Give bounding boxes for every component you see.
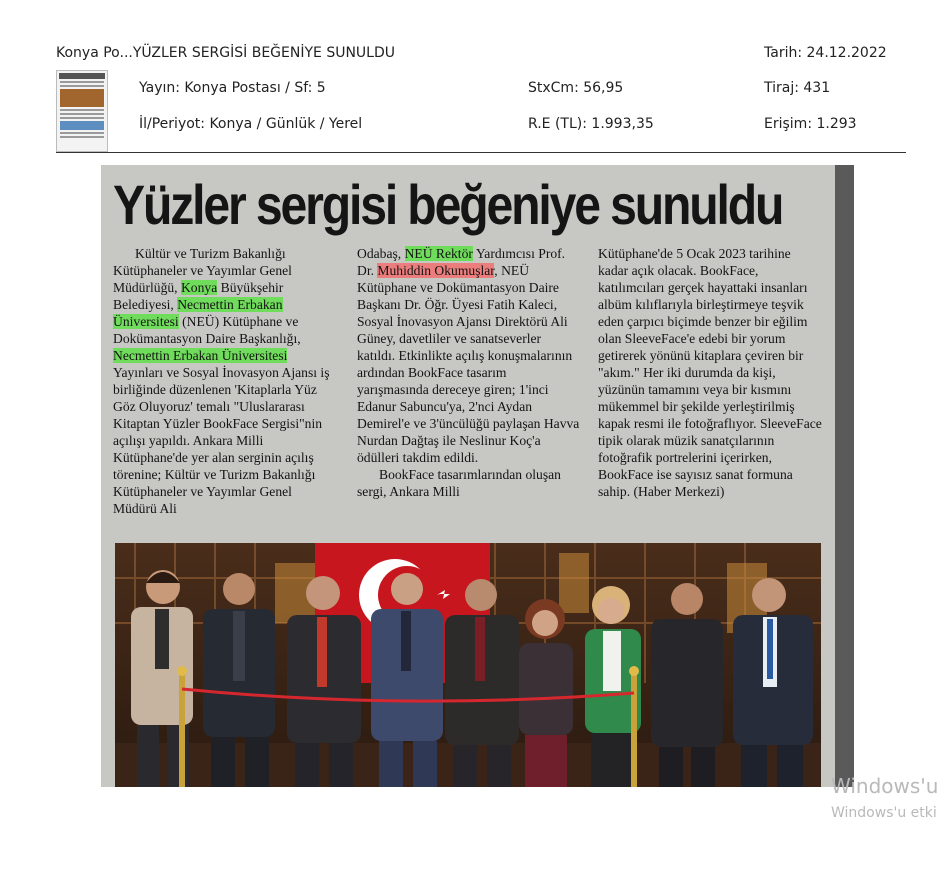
clipping-shadow-edge bbox=[835, 165, 854, 787]
text-run: BookFace tasarımlarından oluşan sergi, Ankara Milli bbox=[357, 467, 561, 499]
text-run: Yardımcısı Prof. Dr. bbox=[357, 246, 566, 278]
date-label: Tarih: 24.12.2022 bbox=[764, 45, 887, 61]
ribbon-cutting-photo bbox=[115, 543, 821, 787]
text-run: (NEÜ) Kütüphane ve Dokümantasyon Daire Başkanlığı, bbox=[113, 314, 301, 346]
highlighted-keyword: Konya bbox=[180, 280, 218, 295]
text-run: Kütüphane'de 5 Ocak 2023 tarihine kadar açık olacak. BookFace, katılımcıları gerçek hayattaki insanları albüm kılıflarıyla birleştirmeye teşvik eden çarpıcı biçimde benzer bir eğilim olan SleeveFace'e edebi bir yorum getirerek yönünü kitaplara çeviren bir "akım." Her iki durumda da kişi, yüzünün tamamını veya bir kısmını mükemmel bir şekilde yerleştirilmiş kapak resmi ile fotoğraflıyor. SleeveFace tipik olarak müzik sanatçılarının fotoğrafik portrelerini içerirken, BookFace ise sayısız sanat formuna sahip. (Haber Merkezi) bbox=[598, 246, 822, 499]
stxcm-label: StxCm: 56,95 bbox=[528, 80, 624, 96]
text-run: Yayınları ve Sosyal İnovasyon Ajansı iş birliğinde düzenlenen 'Kitaplarla Yüz Göz Oluyoruz' temalı "Uluslararası Kitaptan Yüzler BookFace Sergisi"nin açılışı yapıldı. Ankara Milli Kütüphane'de yer alan serginin açılış törenine; Kültür ve Turizm Bakanlığı Kütüphaneler ve Yayımlar Genel Müdürü Ali bbox=[113, 365, 330, 516]
publication-label: Yayın: Konya Postası / Sf: 5 bbox=[139, 80, 326, 96]
activation-watermark-subtitle: Windows'u etki bbox=[831, 805, 937, 821]
text-run: , NEÜ Kütüphane ve Dokümantasyon Daire Başkanı Dr. Öğr. Üyesi Fatih Kaleci, Sosyal İnovasyon Ajansı Direktörü Ali Güney, davetliler ve sanatseverler katıldı. Etkinlikte açılış konuşmalarının ardından BookFace tasarım yarışmasında dereceye giren; 1'inci Edanur Sabuncu'ya, 2'nci Aydan Demirel'e ve 3'üncülüğü paylaşan Havva Nurdan Dağtaş ile Neslinur Koç'a ödülleri takdim edildi. bbox=[357, 263, 580, 465]
text-run: Büyükşehir Belediyesi, bbox=[113, 280, 284, 312]
region-label: İl/Periyot: Konya / Günlük / Yerel bbox=[139, 116, 363, 132]
circulation-label: Tiraj: 431 bbox=[764, 80, 831, 96]
article-column-3 bbox=[598, 245, 822, 500]
article-column-2 bbox=[357, 245, 581, 500]
header-divider bbox=[56, 152, 906, 153]
article-column-1 bbox=[113, 245, 337, 517]
reach-label: Erişim: 1.293 bbox=[764, 116, 857, 132]
activation-watermark-title: Windows'u bbox=[831, 774, 939, 798]
text-run: Odabaş, bbox=[357, 246, 402, 261]
clipping-title: Konya Po...YÜZLER SERGİSİ BEĞENİYE SUNULDU bbox=[56, 45, 395, 61]
news-clipping bbox=[101, 165, 835, 787]
highlighted-name: Muhiddin Okumuşlar bbox=[377, 263, 495, 278]
text-run: Kültür ve Turizm Bakanlığı Kütüphaneler ve Yayımlar Genel Müdürlüğü, bbox=[113, 246, 292, 295]
highlighted-keyword: Necmettin Erbakan Üniversitesi bbox=[113, 297, 283, 329]
newspaper-thumbnail[interactable] bbox=[56, 70, 108, 152]
highlighted-keyword: Necmettin Erbakan Üniversitesi bbox=[113, 348, 288, 363]
article-headline: Yüzler sergisi beğeniye sunuldu bbox=[113, 173, 783, 236]
ad-equivalent-label: R.E (TL): 1.993,35 bbox=[528, 116, 654, 132]
highlighted-keyword: NEÜ Rektör bbox=[404, 246, 473, 261]
